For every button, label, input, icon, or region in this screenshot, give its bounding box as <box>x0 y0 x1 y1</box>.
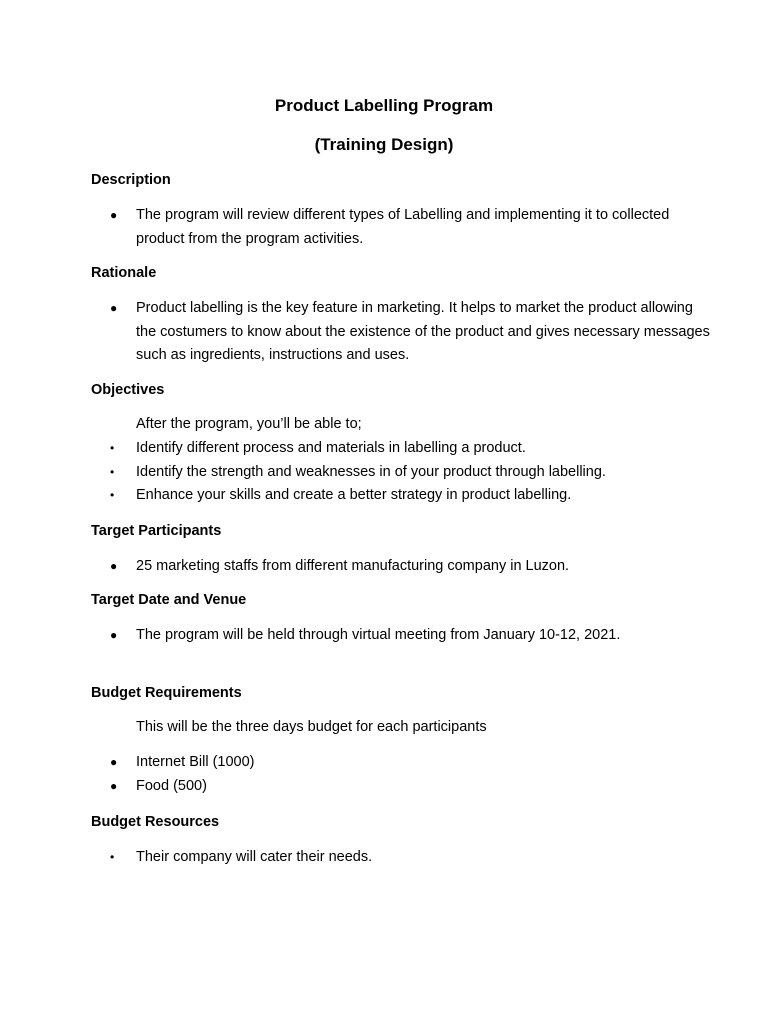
target-date-venue-list <box>110 624 710 648</box>
list-item <box>110 204 710 251</box>
bullet-icon: ● <box>110 559 118 573</box>
list-item <box>110 775 710 799</box>
budget-resources-list <box>110 846 710 870</box>
document-title: Product Labelling Program <box>274 96 494 115</box>
list-item <box>110 297 710 368</box>
list-item-text: Identify the strength and weaknesses in of your product through labelling. <box>136 463 606 480</box>
bullet-icon: ● <box>110 301 118 315</box>
list-item <box>110 461 710 485</box>
budget-requirements-list <box>110 751 710 798</box>
list-item-text: The program will review different types of Labelling and implementing it to collected product from the program activities. <box>136 207 670 247</box>
list-item-text: Product labelling is the key feature in marketing. It helps to market the product allowing the costumers to know about the existence of the product and gives necessary messages such as ingredients, instructions and uses. <box>136 300 710 363</box>
document-subtitle: (Training Design) <box>314 135 454 154</box>
budget-resources-heading: Budget Resources <box>91 814 220 830</box>
bullet-icon: • <box>110 850 115 864</box>
description-list <box>110 204 710 251</box>
list-item <box>110 624 710 648</box>
list-item-text: 25 marketing staffs from different manufacturing company in Luzon. <box>136 558 570 574</box>
rationale-heading: Rationale <box>91 265 157 281</box>
list-item-text: The program will be held through virtual meeting from January 10-12, 2021. <box>136 627 621 643</box>
description-heading: Description <box>91 172 171 188</box>
target-date-venue-heading: Target Date and Venue <box>91 592 247 608</box>
list-item-text: Food (500) <box>136 777 207 794</box>
list-item-text: Enhance your skills and create a better strategy in product labelling. <box>136 487 572 503</box>
list-item <box>110 751 710 775</box>
list-item <box>110 555 710 579</box>
bullet-icon: ● <box>110 208 118 222</box>
bullet-icon: ● <box>110 628 118 642</box>
target-participants-list <box>110 555 710 579</box>
bullet-icon: ● <box>110 778 118 793</box>
bullet-icon: • <box>110 488 115 502</box>
list-item-text: Internet Bill (1000) <box>136 754 255 770</box>
objectives-list <box>110 437 710 508</box>
bullet-icon: • <box>110 441 115 455</box>
objectives-heading: Objectives <box>91 382 165 398</box>
list-item-text: Their company will cater their needs. <box>136 849 373 865</box>
budget-requirements-heading: Budget Requirements <box>91 685 242 701</box>
rationale-list <box>110 297 710 368</box>
list-item <box>110 437 710 461</box>
list-item-text: Identify different process and materials in labelling a product. <box>136 440 526 456</box>
list-item <box>110 846 710 870</box>
objectives-intro: After the program, you’ll be able to; <box>136 416 362 432</box>
budget-requirements-intro: This will be the three days budget for each participants <box>136 719 487 735</box>
target-participants-heading: Target Participants <box>91 523 222 539</box>
list-item <box>110 484 710 508</box>
bullet-icon: • <box>110 464 115 479</box>
bullet-icon: ● <box>110 755 118 769</box>
